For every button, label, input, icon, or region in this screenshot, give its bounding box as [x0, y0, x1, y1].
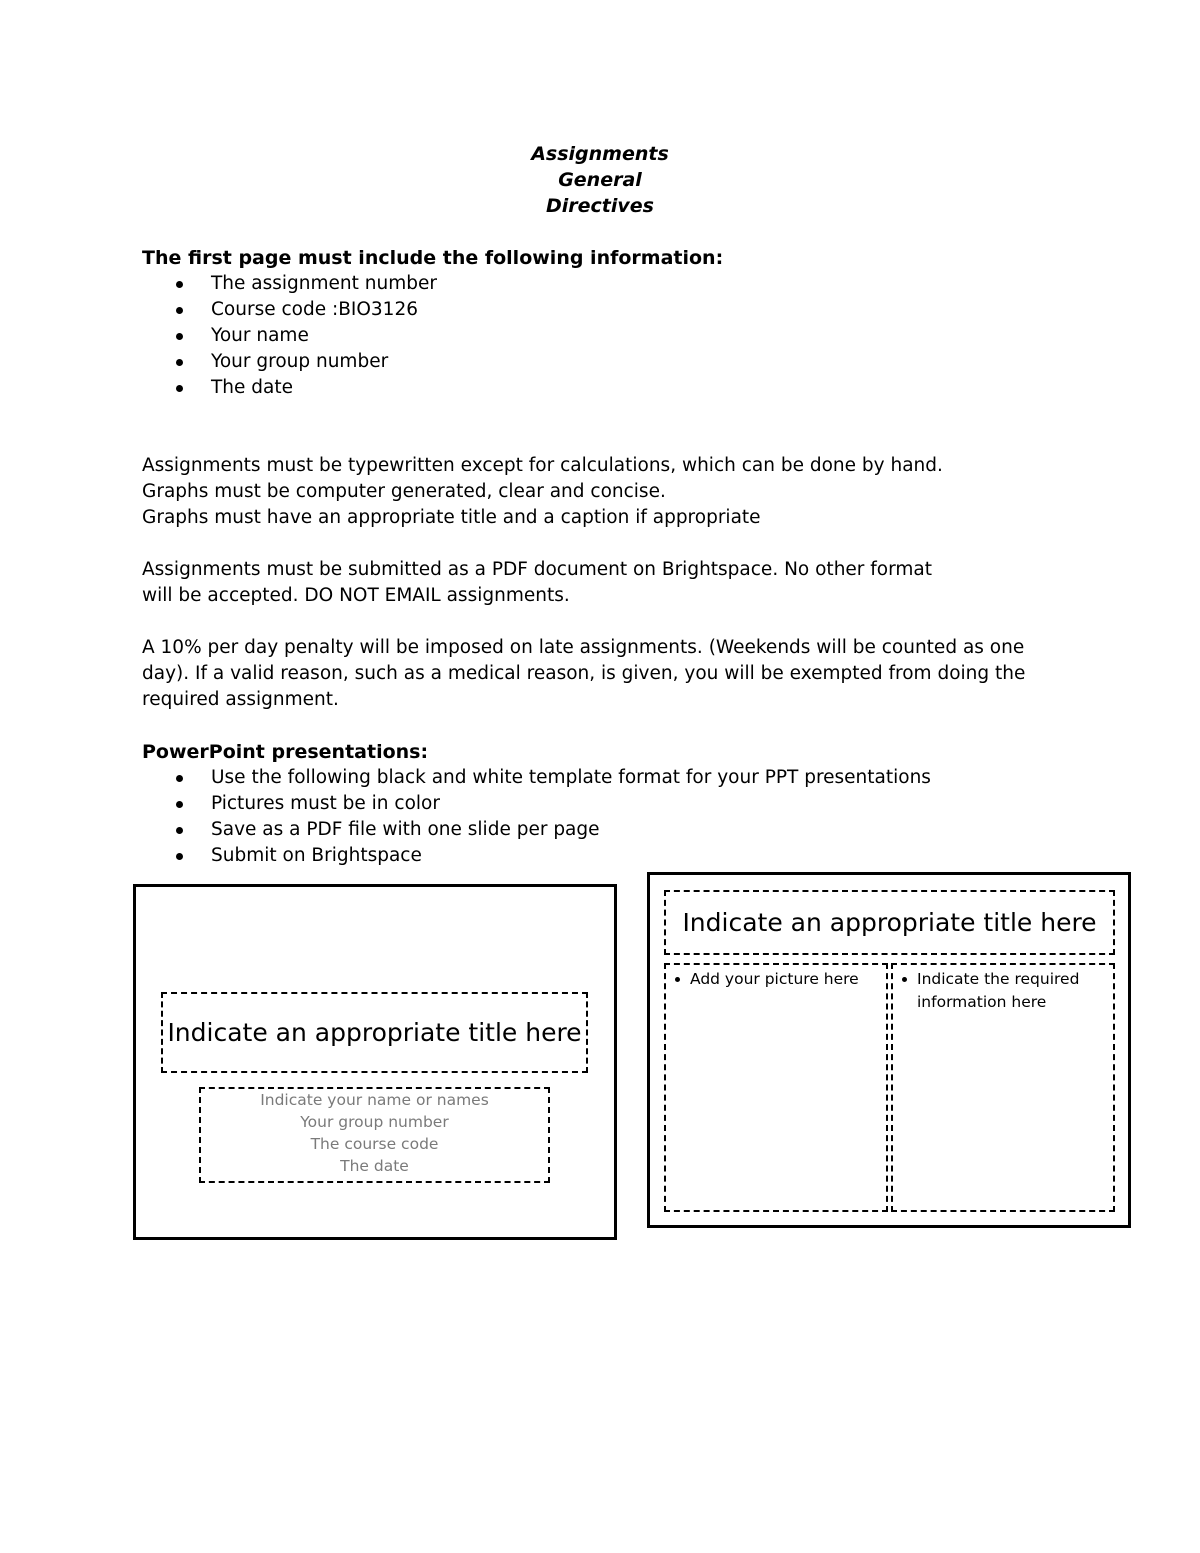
information-placeholder: [891, 963, 1115, 1212]
list-item: Add your picture here: [672, 968, 880, 991]
paragraph-line: will be accepted. DO NOT EMAIL assignments.: [142, 585, 570, 606]
bullet-icon: [176, 801, 183, 808]
title-line-3: Directives: [546, 195, 654, 217]
list-item: Indicate the required information here: [899, 968, 1107, 1014]
bullet-icon: [675, 977, 680, 982]
paragraph-line: Assignments must be submitted as a PDF document on Brightspace. No other format: [142, 559, 933, 580]
slide-subtitle-placeholder: [199, 1087, 550, 1183]
paragraph-line: day). If a valid reason, such as a medical reason, is given, you will be exempted from doing the: [142, 663, 1026, 684]
list-item: The assignment number: [142, 271, 437, 297]
bullet-icon: [902, 977, 907, 982]
bullet-icon: [176, 775, 183, 782]
bullet-icon: [176, 385, 183, 392]
list-item: Course code :BIO3126: [142, 297, 437, 323]
picture-placeholder: [664, 963, 888, 1212]
powerpoint-heading: PowerPoint presentations:: [142, 741, 429, 763]
document-title: [0, 141, 1200, 219]
list-item: Save as a PDF file with one slide per page: [142, 817, 931, 843]
paragraph-line: Graphs must be computer generated, clear and concise.: [142, 481, 666, 502]
submission-paragraph: [142, 557, 1082, 609]
slide-title-placeholder: Indicate an appropriate title here: [664, 890, 1115, 955]
subtitle-line: The course code: [310, 1135, 439, 1153]
bullet-icon: [176, 281, 183, 288]
slide-title-placeholder: Indicate an appropriate title here: [161, 992, 588, 1073]
paragraph-line: required assignment.: [142, 689, 339, 710]
subtitle-line: The date: [340, 1157, 409, 1175]
content-slide-template: [647, 872, 1131, 1228]
bullet-icon: [176, 307, 183, 314]
title-slide-template: [133, 884, 617, 1240]
subtitle-line: Your group number: [300, 1113, 449, 1131]
list-item: The date: [142, 375, 437, 401]
bullet-icon: [176, 333, 183, 340]
bullet-icon: [176, 853, 183, 860]
title-line-2: General: [558, 169, 642, 191]
bullet-icon: [176, 827, 183, 834]
bullet-icon: [176, 359, 183, 366]
paragraph-line: Graphs must have an appropriate title and a caption if appropriate: [142, 507, 761, 528]
penalty-paragraph: [142, 635, 1082, 713]
paragraph-line: A 10% per day penalty will be imposed on late assignments. (Weekends will be counted as one: [142, 637, 1025, 658]
list-item: Pictures must be in color: [142, 791, 931, 817]
subtitle-line: Indicate your name or names: [260, 1091, 489, 1109]
first-page-list: [142, 271, 437, 401]
paragraph-line: Assignments must be typewritten except for calculations, which can be done by hand.: [142, 455, 943, 476]
list-item: Use the following black and white template format for your PPT presentations: [142, 765, 931, 791]
typewritten-rules-paragraph: [142, 453, 1082, 531]
title-line-1: Assignments: [531, 143, 669, 165]
powerpoint-list: [142, 765, 931, 869]
list-item: Your name: [142, 323, 437, 349]
list-item: Your group number: [142, 349, 437, 375]
first-page-heading: The first page must include the following information:: [142, 247, 724, 269]
list-item: Submit on Brightspace: [142, 843, 931, 869]
